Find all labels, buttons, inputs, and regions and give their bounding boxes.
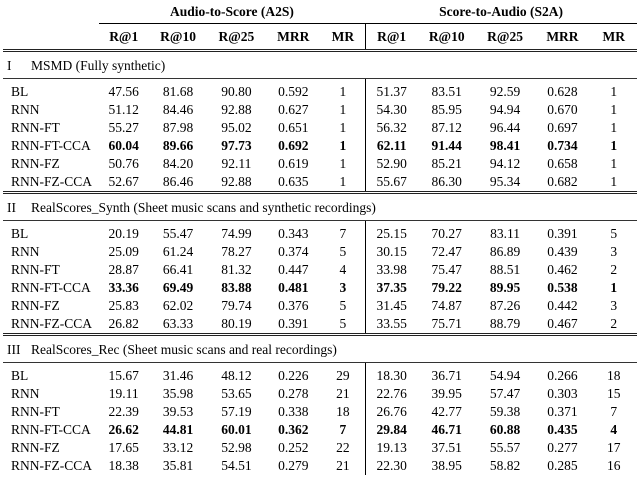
cell-a2s-r10: 81.68: [162, 84, 194, 99]
cell-s2a-mr: 16: [607, 458, 621, 473]
cell-a2s-r25: 97.73: [221, 138, 252, 153]
cell-a2s-r25: 78.27: [221, 244, 252, 259]
cell-s2a-r1: 62.11: [365, 137, 417, 155]
cell-s2a-r10: 86.30: [431, 174, 462, 189]
cell-s2a-mrr: 0.734: [547, 138, 578, 153]
cell-s2a-r25: 89.95: [489, 280, 521, 295]
cell-a2s-mr: 4: [339, 262, 347, 277]
table-row-rnn-ft: [3, 119, 637, 137]
metric-header-s2a-r25: R@25: [476, 24, 534, 51]
cell-a2s-r1: 52.67: [108, 174, 139, 189]
model-name: RNN-FZ: [11, 440, 60, 455]
cell-s2a-r1: 55.67: [365, 173, 417, 193]
cell-s2a-mr: 2: [610, 262, 618, 277]
cell-a2s-mr: 5: [339, 298, 347, 313]
cell-a2s-r10: 44.81: [162, 422, 194, 437]
model-name: RNN: [11, 386, 40, 401]
cell-s2a-mr: 7: [610, 404, 618, 419]
metric-header-a2s-r25: R@25: [207, 24, 265, 51]
model-name: BL: [11, 368, 29, 383]
cell-s2a-mrr: 0.391: [547, 226, 578, 241]
group-header-audio-to-score: Audio-to-Score (A2S): [99, 2, 366, 24]
cell-s2a-r1: 33.55: [365, 315, 417, 335]
section-title: RealScores_Rec (Sheet music scans and real recordings): [31, 342, 337, 357]
cell-a2s-r10: 39.53: [162, 404, 194, 419]
cell-s2a-mr: 1: [610, 280, 618, 295]
cell-s2a-mrr: 0.371: [547, 404, 578, 419]
section-heading-row-iii: [3, 335, 637, 363]
cell-s2a-mrr: 0.462: [547, 262, 578, 277]
cell-a2s-r25: 81.32: [221, 262, 252, 277]
cell-a2s-mrr: 0.635: [278, 174, 309, 189]
cell-s2a-r1: 33.98: [365, 261, 417, 279]
model-name: BL: [11, 84, 29, 99]
cell-s2a-mrr: 0.439: [547, 244, 578, 259]
cell-s2a-mr: 18: [607, 368, 621, 383]
cell-a2s-r10: 87.98: [162, 120, 194, 135]
table-row-rnn-ft: [3, 261, 637, 279]
cell-a2s-r1: 28.87: [108, 262, 139, 277]
metric-header-a2s-r10: R@10: [149, 24, 207, 51]
cell-s2a-mr: 1: [610, 102, 618, 117]
table-row-rnn-ft-cca: [3, 279, 637, 297]
cell-a2s-r10: 84.46: [162, 102, 194, 117]
cell-s2a-mr: 5: [610, 226, 618, 241]
cell-s2a-mr: 3: [610, 244, 618, 259]
cell-a2s-r1: 17.65: [108, 440, 139, 455]
section-title: MSMD (Fully synthetic): [31, 58, 166, 73]
section-heading: [3, 335, 637, 363]
cell-a2s-mrr: 0.278: [278, 386, 309, 401]
cell-s2a-r25: 58.82: [489, 458, 521, 473]
table-row-bl: [3, 221, 637, 244]
cell-s2a-mrr: 0.538: [547, 280, 578, 295]
cell-a2s-r1: 19.11: [108, 386, 139, 401]
cell-s2a-mr: 1: [610, 156, 618, 171]
cell-s2a-mrr: 0.266: [547, 368, 578, 383]
cell-a2s-mr: 1: [339, 138, 347, 153]
table-row-bl: [3, 79, 637, 102]
cell-a2s-mrr: 0.592: [278, 84, 309, 99]
group-header-score-to-audio: Score-to-Audio (S2A): [365, 2, 637, 24]
cell-a2s-r25: 92.88: [221, 174, 252, 189]
section-heading-row-ii: [3, 193, 637, 221]
cell-a2s-r1: 55.27: [108, 120, 139, 135]
cell-s2a-r25: 55.57: [489, 440, 521, 455]
cell-a2s-r1: 51.12: [108, 102, 139, 117]
cell-s2a-r1: 25.15: [365, 221, 417, 244]
cell-a2s-r1: 20.19: [108, 226, 139, 241]
cell-a2s-r25: 92.88: [221, 102, 252, 117]
cell-a2s-r10: 66.41: [162, 262, 194, 277]
table-row-rnn-fz-cca: [3, 315, 637, 335]
cell-a2s-mr: 29: [336, 368, 350, 383]
cell-a2s-mrr: 0.338: [278, 404, 309, 419]
cell-s2a-r10: 36.71: [431, 368, 462, 383]
cell-a2s-r10: 86.46: [162, 174, 194, 189]
metric-header-a2s-mr: MR: [321, 24, 365, 51]
cell-s2a-mr: 1: [610, 120, 618, 135]
section-numeral: III: [7, 342, 21, 357]
cell-s2a-r25: 92.59: [489, 84, 521, 99]
cell-a2s-r1: 33.36: [108, 280, 139, 295]
metric-header-row: [3, 24, 637, 51]
cell-a2s-r1: 22.39: [108, 404, 139, 419]
cell-a2s-mr: 3: [339, 280, 347, 295]
cell-s2a-mr: 17: [607, 440, 621, 455]
model-name: RNN-FZ-CCA: [11, 316, 93, 331]
cell-s2a-mrr: 0.658: [547, 156, 578, 171]
cell-s2a-r10: 79.22: [431, 280, 462, 295]
cell-a2s-r10: 35.81: [162, 458, 194, 473]
cell-s2a-r25: 57.47: [489, 386, 521, 401]
cell-s2a-r10: 75.71: [431, 316, 462, 331]
cell-s2a-r1: 30.15: [365, 243, 417, 261]
model-name: RNN-FT-CCA: [11, 138, 91, 153]
cell-s2a-mrr: 0.435: [547, 422, 578, 437]
cell-s2a-r10: 75.47: [431, 262, 462, 277]
cell-a2s-mrr: 0.226: [278, 368, 309, 383]
cell-s2a-mr: 4: [610, 422, 618, 437]
cell-s2a-mrr: 0.442: [547, 298, 578, 313]
model-name: RNN-FT: [11, 404, 60, 419]
cell-s2a-r25: 88.79: [489, 316, 521, 331]
cell-a2s-r25: 48.12: [221, 368, 252, 383]
cell-s2a-r25: 87.26: [489, 298, 521, 313]
cell-a2s-r10: 31.46: [162, 368, 194, 383]
cell-a2s-mrr: 0.362: [278, 422, 309, 437]
metric-header-s2a-r1: R@1: [365, 24, 417, 51]
cell-s2a-r1: 54.30: [365, 101, 417, 119]
cell-a2s-r25: 80.19: [221, 316, 252, 331]
cell-a2s-mr: 21: [336, 386, 350, 401]
cell-a2s-mr: 18: [336, 404, 350, 419]
cell-a2s-r1: 25.83: [108, 298, 139, 313]
cell-s2a-r10: 38.95: [431, 458, 462, 473]
cell-a2s-r1: 18.38: [108, 458, 139, 473]
cell-a2s-r25: 83.88: [221, 280, 252, 295]
model-name: RNN-FT: [11, 262, 60, 277]
cell-a2s-r25: 95.02: [221, 120, 252, 135]
cell-a2s-r10: 69.49: [162, 280, 194, 295]
metric-header-a2s-r1: R@1: [99, 24, 149, 51]
cell-a2s-mr: 1: [339, 174, 347, 189]
model-name: RNN-FZ: [11, 298, 60, 313]
section-numeral: I: [7, 58, 12, 73]
cell-s2a-r25: 54.94: [489, 368, 521, 383]
cell-s2a-r10: 39.95: [431, 386, 462, 401]
cell-s2a-r1: 31.45: [365, 297, 417, 315]
cell-s2a-r25: 60.88: [489, 422, 521, 437]
cell-s2a-mrr: 0.303: [547, 386, 578, 401]
section-title: RealScores_Synth (Sheet music scans and synthetic recordings): [31, 200, 376, 215]
cell-s2a-r1: 26.76: [365, 403, 417, 421]
section-heading: [3, 51, 637, 79]
cell-s2a-r1: 56.32: [365, 119, 417, 137]
cell-a2s-mrr: 0.619: [278, 156, 309, 171]
cell-s2a-r25: 59.38: [489, 404, 521, 419]
cell-a2s-mr: 1: [339, 120, 347, 135]
cell-a2s-mr: 7: [339, 422, 347, 437]
cell-a2s-mrr: 0.481: [278, 280, 309, 295]
cell-a2s-mrr: 0.376: [278, 298, 309, 313]
cell-a2s-mrr: 0.279: [278, 458, 309, 473]
model-name: RNN-FZ-CCA: [11, 458, 93, 473]
cell-s2a-mrr: 0.285: [547, 458, 578, 473]
cell-s2a-r10: 91.44: [431, 138, 462, 153]
model-name: RNN: [11, 102, 40, 117]
cell-s2a-mrr: 0.628: [547, 84, 578, 99]
cell-a2s-r1: 60.04: [108, 138, 139, 153]
cell-a2s-r10: 89.66: [162, 138, 194, 153]
cell-s2a-r25: 94.94: [489, 102, 521, 117]
cell-a2s-r25: 60.01: [221, 422, 252, 437]
table-row-rnn-ft: [3, 403, 637, 421]
cell-a2s-mrr: 0.651: [278, 120, 309, 135]
cell-s2a-mr: 3: [610, 298, 618, 313]
cell-a2s-r25: 92.11: [221, 156, 252, 171]
cell-s2a-mrr: 0.467: [547, 316, 578, 331]
table-row-rnn-fz-cca: [3, 173, 637, 193]
cell-a2s-r1: 15.67: [108, 368, 139, 383]
table-row-rnn-fz-cca: [3, 457, 637, 475]
cell-s2a-r10: 74.87: [431, 298, 462, 313]
cell-s2a-r1: 22.76: [365, 385, 417, 403]
cell-a2s-r25: 90.80: [221, 84, 252, 99]
cell-a2s-r25: 74.99: [221, 226, 252, 241]
cell-s2a-r1: 52.90: [365, 155, 417, 173]
cell-a2s-r25: 54.51: [221, 458, 252, 473]
cell-a2s-mrr: 0.627: [278, 102, 309, 117]
cell-s2a-r10: 70.27: [431, 226, 462, 241]
metric-header-s2a-r10: R@10: [418, 24, 476, 51]
section-heading-row-i: [3, 51, 637, 79]
cell-a2s-r1: 26.62: [108, 422, 139, 437]
cell-a2s-r10: 84.20: [162, 156, 194, 171]
cell-a2s-r10: 61.24: [162, 244, 194, 259]
cell-a2s-r10: 55.47: [162, 226, 194, 241]
cell-s2a-mr: 1: [610, 174, 618, 189]
table-row-rnn-fz: [3, 439, 637, 457]
cell-s2a-mrr: 0.682: [547, 174, 578, 189]
cell-a2s-mr: 22: [336, 440, 350, 455]
model-name: RNN-FT-CCA: [11, 422, 91, 437]
cell-s2a-r25: 95.34: [489, 174, 521, 189]
cell-a2s-r25: 57.19: [221, 404, 252, 419]
table-row-rnn-ft-cca: [3, 137, 637, 155]
empty-corner-cell: [3, 2, 99, 24]
model-name: RNN: [11, 244, 40, 259]
table-row-bl: [3, 363, 637, 386]
cell-a2s-r10: 63.33: [162, 316, 194, 331]
section-heading: [3, 193, 637, 221]
cell-s2a-r25: 98.41: [489, 138, 521, 153]
model-name: RNN-FZ: [11, 156, 60, 171]
cell-s2a-r10: 85.95: [431, 102, 462, 117]
cell-a2s-r10: 62.02: [162, 298, 194, 313]
table-row-rnn-fz: [3, 155, 637, 173]
cell-s2a-r1: 29.84: [365, 421, 417, 439]
cell-s2a-mr: 1: [610, 84, 618, 99]
model-name: RNN-FT: [11, 120, 60, 135]
cell-a2s-mrr: 0.692: [278, 138, 309, 153]
cell-s2a-r10: 37.51: [431, 440, 462, 455]
model-name: RNN-FT-CCA: [11, 280, 91, 295]
cell-s2a-mrr: 0.697: [547, 120, 578, 135]
cell-s2a-r1: 22.30: [365, 457, 417, 475]
cell-a2s-r10: 33.12: [162, 440, 194, 455]
cell-a2s-r1: 26.82: [108, 316, 139, 331]
cell-a2s-r25: 52.98: [221, 440, 252, 455]
cell-s2a-mrr: 0.277: [547, 440, 578, 455]
cell-s2a-r25: 83.11: [490, 226, 521, 241]
metric-header-s2a-mr: MR: [591, 24, 637, 51]
cell-a2s-mrr: 0.374: [278, 244, 309, 259]
cell-s2a-r1: 51.37: [365, 79, 417, 102]
cell-s2a-r1: 37.35: [365, 279, 417, 297]
model-column-header: [3, 24, 99, 51]
results-table: [3, 2, 637, 475]
cell-a2s-r10: 35.98: [162, 386, 194, 401]
model-name: RNN-FZ-CCA: [11, 174, 93, 189]
cell-a2s-mr: 1: [339, 84, 347, 99]
cell-s2a-mr: 1: [610, 138, 618, 153]
cell-a2s-mr: 21: [336, 458, 350, 473]
table-row-rnn-ft-cca: [3, 421, 637, 439]
table-row-rnn: [3, 385, 637, 403]
cell-s2a-r1: 18.30: [365, 363, 417, 386]
cell-s2a-r25: 96.44: [489, 120, 521, 135]
cell-a2s-r25: 53.65: [221, 386, 252, 401]
cell-a2s-mrr: 0.252: [278, 440, 309, 455]
metric-header-s2a-mrr: MRR: [534, 24, 590, 51]
cell-a2s-mrr: 0.343: [278, 226, 309, 241]
cell-a2s-r25: 79.74: [221, 298, 252, 313]
cell-s2a-r25: 88.51: [489, 262, 521, 277]
cell-a2s-mrr: 0.391: [278, 316, 309, 331]
section-numeral: II: [7, 200, 16, 215]
cell-s2a-r1: 19.13: [365, 439, 417, 457]
cell-s2a-mrr: 0.670: [547, 102, 578, 117]
cell-a2s-mr: 1: [339, 156, 347, 171]
cell-s2a-mr: 2: [610, 316, 618, 331]
cell-a2s-mr: 5: [339, 316, 347, 331]
table-row-rnn-fz: [3, 297, 637, 315]
cell-a2s-mr: 5: [339, 244, 347, 259]
cell-a2s-mrr: 0.447: [278, 262, 309, 277]
cell-s2a-mr: 15: [607, 386, 621, 401]
cell-s2a-r10: 42.77: [431, 404, 462, 419]
cell-a2s-r1: 50.76: [108, 156, 139, 171]
model-name: BL: [11, 226, 29, 241]
cell-s2a-r25: 86.89: [489, 244, 521, 259]
cell-s2a-r10: 87.12: [431, 120, 462, 135]
cell-s2a-r25: 94.12: [489, 156, 521, 171]
cell-s2a-r10: 46.71: [431, 422, 462, 437]
cell-a2s-mr: 7: [339, 226, 347, 241]
metric-header-a2s-mrr: MRR: [266, 24, 321, 51]
cell-s2a-r10: 83.51: [431, 84, 462, 99]
cell-s2a-r10: 72.47: [431, 244, 462, 259]
cell-s2a-r10: 85.21: [431, 156, 462, 171]
cell-a2s-r1: 25.09: [108, 244, 139, 259]
cell-a2s-r1: 47.56: [108, 84, 139, 99]
column-group-header-row: [3, 2, 637, 24]
table-row-rnn: [3, 243, 637, 261]
table-row-rnn: [3, 101, 637, 119]
cell-a2s-mr: 1: [339, 102, 347, 117]
